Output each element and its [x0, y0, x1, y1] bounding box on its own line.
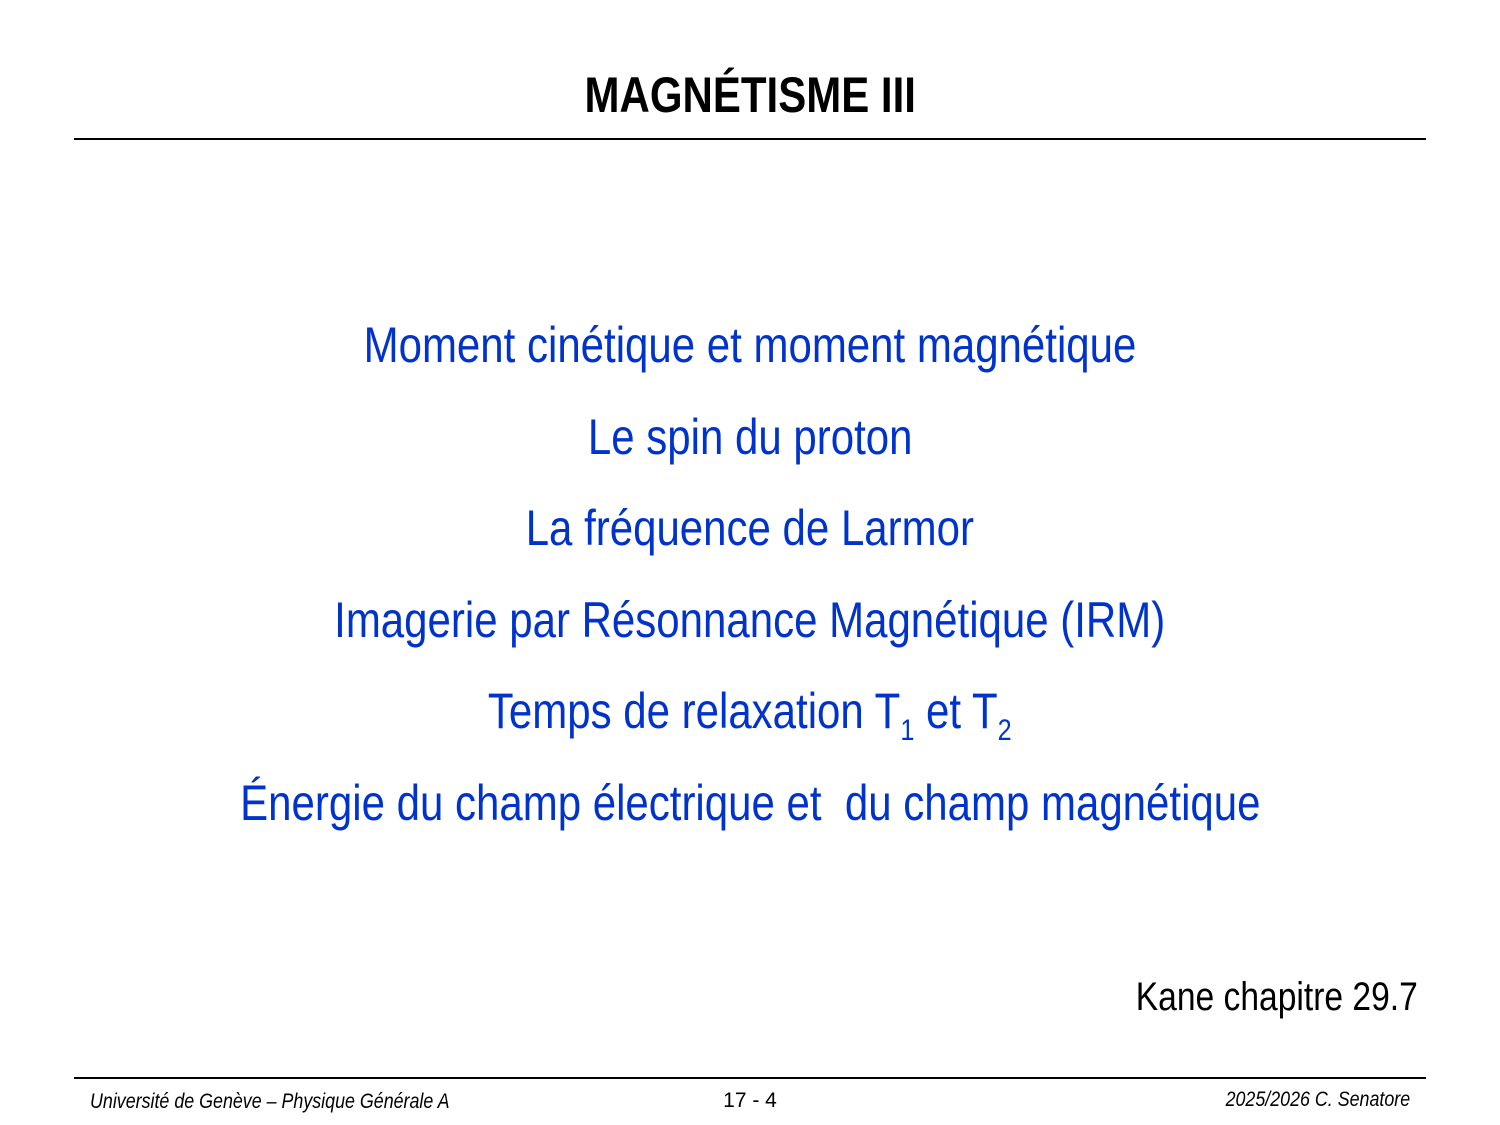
topic-text: Imagerie par Résonnance Magnétique (IRM) — [334, 591, 1166, 648]
page-number: 17 - 4 — [723, 1089, 777, 1112]
topic-text — [488, 678, 1012, 747]
footer-divider — [74, 1077, 1426, 1079]
topic-text-part: Temps de relaxation T — [488, 683, 901, 739]
topic-list — [0, 312, 1500, 861]
reference-text: Kane chapitre 29.7 — [1135, 975, 1418, 1019]
topic-text: Énergie du champ électrique et du champ magnétique — [239, 774, 1261, 831]
footer-left: Université de Genève – Physique Générale A — [90, 1090, 450, 1113]
topic-item — [0, 404, 1500, 496]
topic-item — [0, 312, 1500, 404]
topic-text-part: et T — [914, 683, 998, 739]
topic-item — [0, 495, 1500, 587]
topic-item — [0, 770, 1500, 862]
subscript: 2 — [997, 714, 1012, 747]
topic-text: Moment cinétique et moment magnétique — [363, 317, 1137, 373]
topic-item — [0, 678, 1500, 770]
topic-text: Le spin du proton — [587, 408, 913, 465]
title-divider — [74, 138, 1426, 140]
slide-title — [0, 66, 1500, 124]
footer-right: 2025/2026 C. Senatore — [1225, 1088, 1410, 1111]
topic-item — [0, 587, 1500, 679]
subscript: 1 — [900, 714, 915, 747]
topic-text: La fréquence de Larmor — [525, 500, 975, 556]
slide-title-text: MAGNÉTISME III — [584, 67, 916, 123]
